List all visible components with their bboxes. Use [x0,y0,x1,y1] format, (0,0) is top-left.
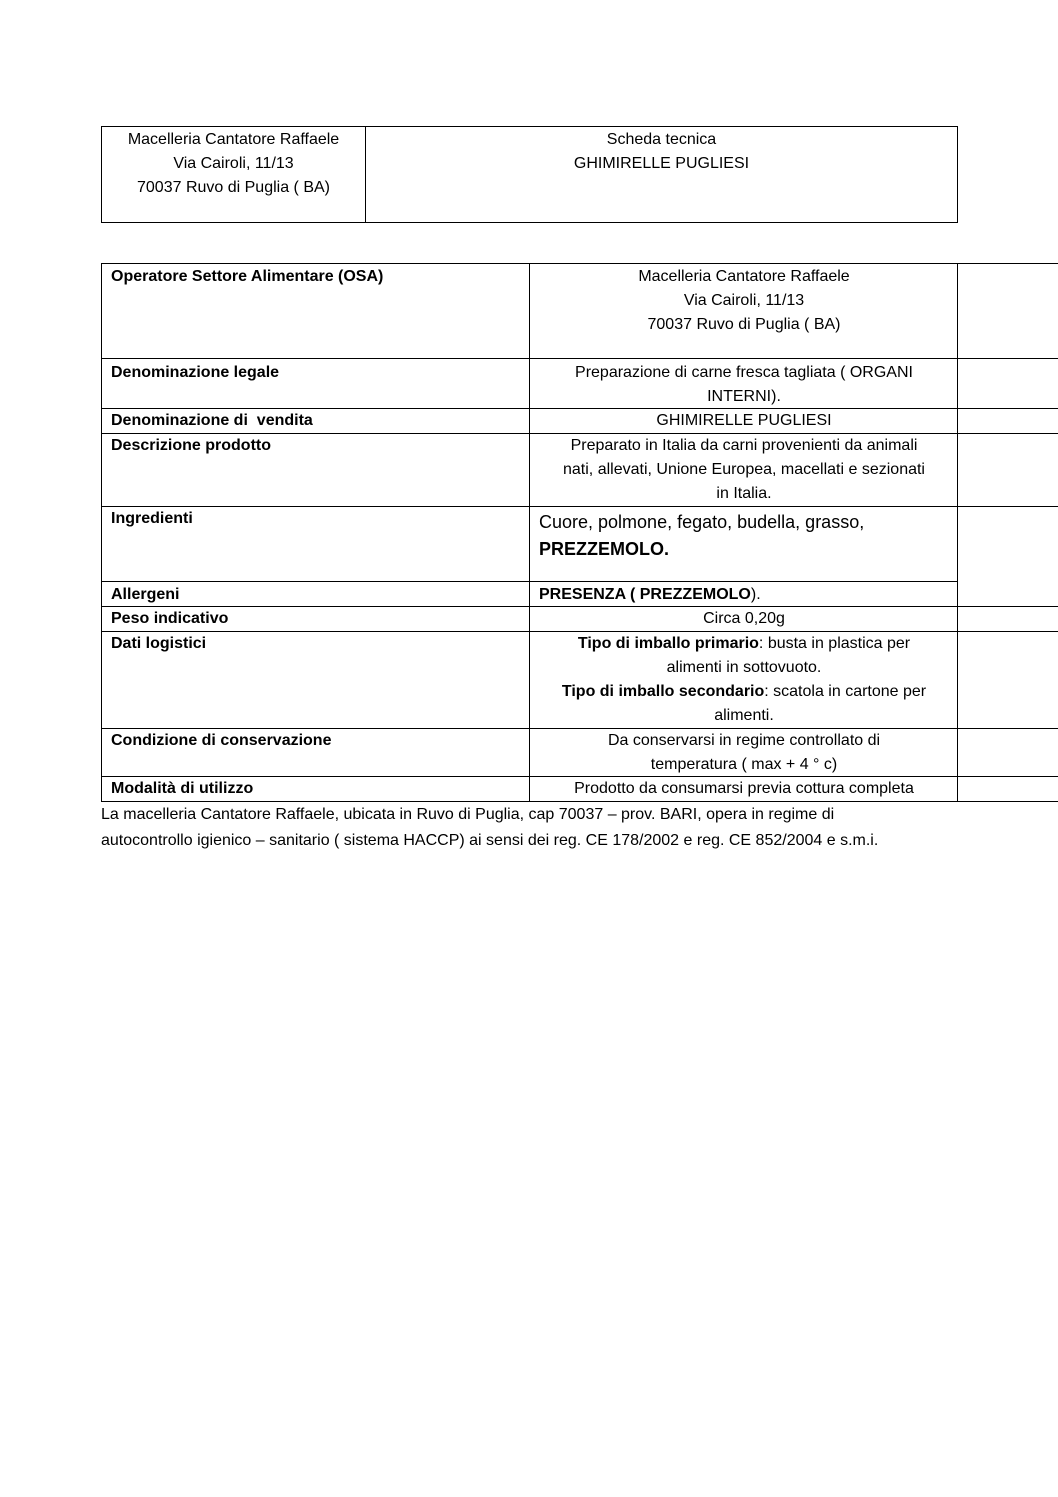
footer-line: La macelleria Cantatore Raffaele, ubicata in Ruvo di Puglia, cap 70037 – prov. BARI, opera in regime di [101,806,835,823]
conservazione-line: temperatura ( max + 4 ° c) [650,756,838,773]
company-name: Macelleria Cantatore Raffaele [127,131,340,148]
value-denominazione-vendita: GHIMIRELLE PUGLIESI [656,412,832,429]
label-descrizione: Descrizione prodotto [111,437,272,454]
company-city: 70037 Ruvo di Puglia ( BA) [137,179,330,196]
osa-line: Via Cairoli, 11/13 [683,292,805,309]
value-peso: Circa 0,20g [703,610,785,627]
denominazione-line: Preparazione di carne fresca tagliata ( ORGANI [575,364,913,381]
label-osa: Operatore Settore Alimentare (OSA) [111,268,384,285]
footer-line: autocontrollo igienico – sanitario ( sistema HACCP) ai sensi dei reg. CE 178/2002 e reg. CE 852/2004 e s.m.i. [101,832,879,849]
secondario-line [530,680,958,704]
secondario-label: Tipo di imballo secondario [561,683,765,700]
allergeni-rest: ). [750,586,761,603]
osa-line: Macelleria Cantatore Raffaele [638,268,850,285]
footer-note [101,802,981,854]
label-denominazione-legale: Denominazione legale [111,364,280,381]
label-peso: Peso indicativo [111,610,229,627]
header-company [102,128,365,200]
label-conservazione: Condizione di conservazione [111,732,332,749]
doc-type: Scheda tecnica [606,131,717,148]
value-logistici [530,632,958,728]
denominazione-line: INTERNI). [707,388,781,405]
value-utilizzo: Prodotto da consumarsi previa cottura completa [574,780,914,797]
label-logistici: Dati logistici [111,635,207,652]
label-allergeni: Allergeni [111,586,180,603]
secondario-text: : scatola in cartone per [764,683,927,700]
primario-label: Tipo di imballo primario [577,635,759,652]
label-denominazione-vendita: Denominazione di vendita [111,412,313,429]
primario-text: : busta in plastica per [758,635,911,652]
value-osa [530,265,958,337]
descrizione-line: in Italia. [716,485,772,502]
descrizione-line: Preparato in Italia da carni provenienti da animali [570,437,918,454]
secondario-cont: alimenti. [714,707,774,724]
value-denominazione-legale [530,361,958,409]
descrizione-line: nati, allevati, Unione Europea, macellati e sezionati [563,461,925,478]
header-title [366,128,957,176]
osa-line: 70037 Ruvo di Puglia ( BA) [647,316,841,333]
label-utilizzo: Modalità di utilizzo [111,780,254,797]
label-ingredienti: Ingredienti [111,510,193,527]
product-name: GHIMIRELLE PUGLIESI [573,155,750,172]
value-conservazione [530,729,958,777]
primario-line [530,632,958,656]
company-street: Via Cairoli, 11/13 [173,155,294,172]
value-ingredienti [539,509,949,563]
allergeni-bold: PRESENZA ( PREZZEMOLO [539,586,751,603]
value-descrizione [530,434,958,506]
ingredienti-bold: PREZZEMOLO. [539,539,669,559]
ingredienti-line: Cuore, polmone, fegato, budella, grasso, [539,512,865,532]
conservazione-line: Da conservarsi in regime controllato di [607,732,881,749]
primario-cont: alimenti in sottovuoto. [666,659,822,676]
value-allergeni [539,583,761,607]
